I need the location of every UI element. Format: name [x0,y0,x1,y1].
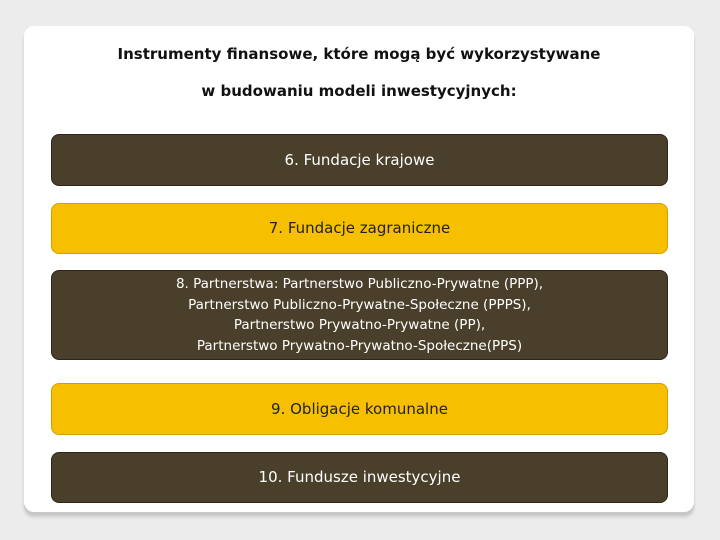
item-text: 6. Fundacje krajowe [284,150,435,169]
item-box-partnerstwa [51,270,668,360]
title-line-2: w budowaniu modeli inwestycyjnych: [201,82,517,100]
title-line-1: Instrumenty finansowe, które mogą być wykorzystywane [117,45,601,63]
item-text: 7. Fundacje zagraniczne [268,219,451,237]
slide-title [24,36,694,110]
item-text: 10. Fundusze inwestycyjne [258,468,461,486]
item-text: 9. Obligacje komunalne [271,399,448,418]
item-text: 8. Partnerstwa: Partnerstwo Publiczno-Prywatne (PPP), Partnerstwo Publiczno-Prywatne-Społeczne (PPPS), Partnerstwo Prywatno-Prywatne (PP), Partnerstwo Prywatno-Prywatno-Społeczne(PPS) [175,276,544,354]
slide [24,26,694,512]
item-box-fundacje-zagraniczne [51,203,668,254]
item-box-fundusze-inwestycyjne [51,452,668,503]
item-box-fundacje-krajowe [51,134,668,186]
item-box-obligacje-komunalne [51,383,668,435]
